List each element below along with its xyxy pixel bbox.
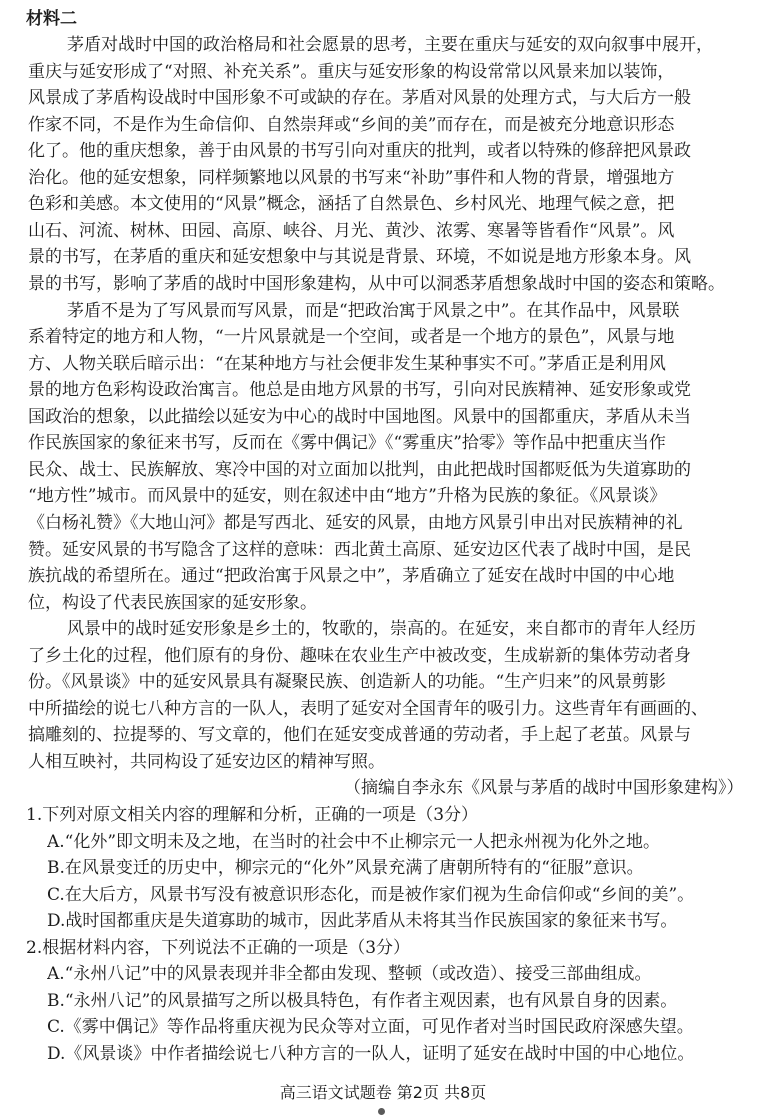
text-line: 了乡土化的过程，他们原有的身份、趣味在农业生产中被改变，生成崭新的集体劳动者身 [28,645,691,666]
text-line: 民众、战士、民族解放、寒冷中国的对立面加以批判，由此把战时国都贬低为失道寡助的 [28,459,691,480]
text-line: 色彩和美感。本文使用的“风景”概念，涵括了自然景色、乡村风光、地理气候之意，把 [28,194,675,215]
material-heading: 材料二 [26,9,77,29]
text-line: 人相互映衬，共同构设了延安边区的精神写照。 [28,751,385,772]
text-line: 《白杨礼赞》《大地山河》都是写西北、延安的风景，由地方风景引申出对民族精神的礼 [28,512,683,533]
text-line: 国政治的想象，以此描绘以延安为中心的战时中国地图。风景中的国都重庆，茅盾从未当 [28,406,691,427]
paragraph-first-line: 茅盾对战时中国的政治格局和社会愿景的思考，主要在重庆与延安的双向叙事中展开， [67,35,713,55]
text-line: 景的地方色彩构设政治寓言。他总是由地方风景的书写，引向对民族精神、延安形象或党 [28,380,691,401]
question-stem: 2.根据材料内容，下列说法不正确的一项是（3分） [26,937,411,958]
text-line: 作民族国家的象征来书写，反而在《雾中偶记》《“雾重庆”拾零》等作品中把重庆当作 [28,433,666,454]
answer-option: D.战时国都重庆是失道寡助的城市，因此茅盾从未将其当作民族国家的象征来书写。 [47,911,678,932]
answer-option: A.“化外”即文明未及之地，在当时的社会中不止柳宗元一人把永州视为化外之地。 [47,831,661,852]
page-indicator-dot [378,1108,385,1115]
text-line: 位，构设了代表民族国家的延安形象。 [28,592,317,613]
text-line: 治化。他的延安想象，同样频繁地以风景的书写来“补助”事件和人物的背景，增强地方 [28,167,675,188]
text-line: 山石、河流、树林、田园、高原、峡谷、月光、黄沙、浓雾、寒暑等皆看作“风景”。风 [28,220,675,241]
paragraph-first-line: 茅盾不是为了写风景而写风景，而是“把政治寓于风景之中”。在其作品中，风景联 [67,300,680,321]
text-line: 重庆与延安形成了“对照、补充关系”。重庆与延安形象的构设常常以风景来加以装饰， [28,61,675,82]
text-line: 份。《风景谈》中的延安风景具有凝聚民族、创造新人的功能。“生产归来”的风景剪影 [28,672,666,693]
text-line: 景的书写，在茅盾的重庆和延安想象中与其说是背景、环境，不如说是地方形象本身。风 [28,247,691,268]
answer-option: D.《风景谈》中作者描绘说七八种方言的一队人，证明了延安在战时中国的中心地位。 [47,1043,695,1064]
answer-option: B.在风景变迁的历史中，柳宗元的“化外”风景充满了唐朝所特有的“征服”意识。 [47,858,644,879]
source-citation: （摘编自李永东《风景与茅盾的战时中国形象建构》） [344,778,744,799]
text-line: 化了。他的重庆想象，善于由风景的书写引向对重庆的批判，或者以特殊的修辞把风景政 [28,141,691,162]
text-line: 作家不同，不是作为生命信仰、自然崇拜或“乡间的美”而存在，而是被充分地意识形态 [28,114,675,135]
answer-option: A.“永州八记”中的风景表现并非全都由发现、整顿（或改造）、接受三部曲组成。 [47,964,652,985]
text-line: 族抗战的希望所在。通过“把政治寓于风景之中”，茅盾确立了延安在战时中国的中心地 [28,566,675,586]
page-footer: 高三语文试题卷 第2页 共8页 [279,1083,487,1102]
text-line: 系着特定的地方和人物，“一片风景就是一个空间，或者是一个地方的景色”，风景与地 [28,327,675,348]
paragraph-first-line: 风景中的战时延安形象是乡土的，牧歌的，崇高的。在延安，来自都市的青年人经历 [67,619,696,640]
text-line: 风景成了茅盾构设战时中国形象不可或缺的存在。茅盾对风景的处理方式，与大后方一般 [28,88,691,109]
text-line: 搞雕刻的、拉提琴的、写文章的，他们在延安变成普通的劳动者，手上起了老茧。风景与 [28,725,691,746]
question-stem: 1.下列对原文相关内容的理解和分析，正确的一项是（3分） [26,805,479,825]
text-line: 方、人物关联后暗示出：“在某种地方与社会便非发生某种事实不可。”茅盾正是利用风 [28,353,666,374]
answer-option: C.《雾中偶记》等作品将重庆视为民众等对立面，可见作者对当时国民政府深感失望。 [47,1017,694,1038]
answer-option: C.在大后方，风景书写没有被意识形态化，而是被作家们视为生命信仰或“乡间的美”。 [47,884,695,905]
text-line: “地方性”城市。而风景中的延安，则在叙述中由“地方”升格为民族的象征。《风景谈》 [28,486,667,507]
text-line: 景的书写，影响了茅盾的战时中国形象建构，从中可以洞悉茅盾想象战时中国的姿态和策略。 [28,274,725,294]
answer-option: B.“永州八记”的风景描写之所以极具特色，有作者主观因素，也有风景自身的因素。 [47,990,678,1011]
text-line: 中所描绘的说七八种方言的一队人，表明了延安对全国青年的吸引力。这些青年有画画的、 [28,698,708,719]
text-line: 赞。延安风景的书写隐含了这样的意味：西北黄土高原、延安边区代表了战时中国，是民 [28,539,691,560]
